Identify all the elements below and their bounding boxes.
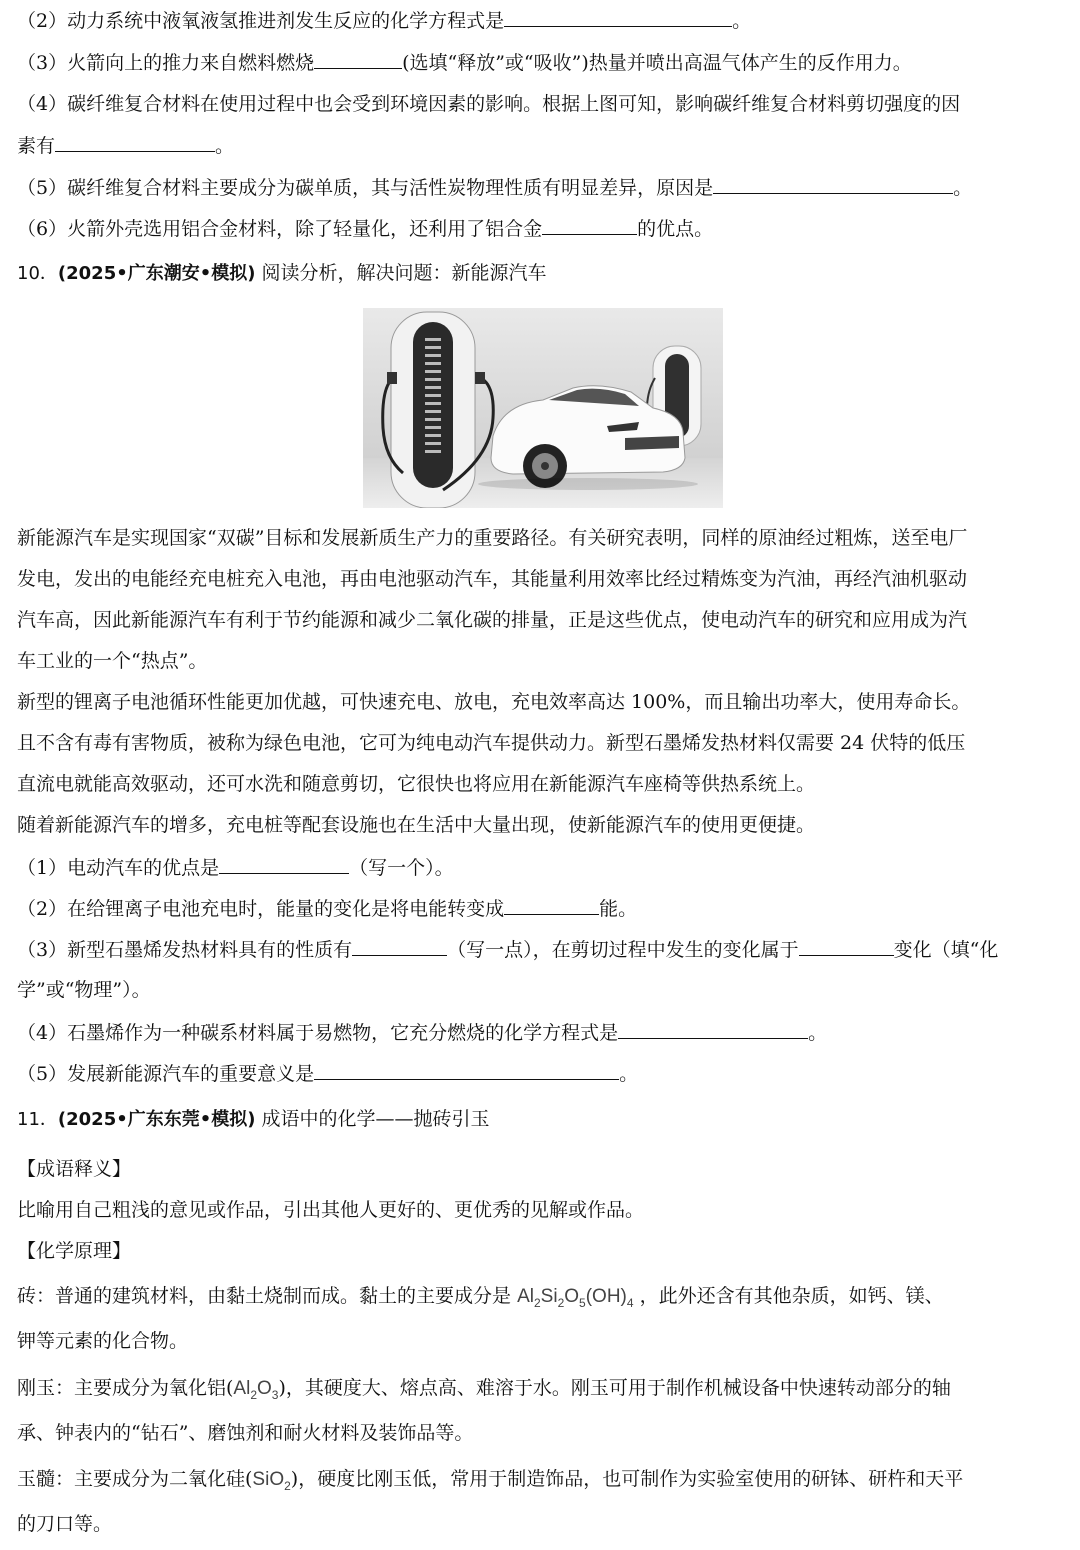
q11-meaning: 比喻用自己粗浅的意见或作品，引出其他人更好的、更优秀的见解或作品。 [17, 1199, 645, 1221]
q9-sub-4-line1: （4）碳纤维复合材料在使用过程中也会受到环境因素的影响。根据上图可知，影响碳纤维复合材料剪切强度的因 [17, 93, 961, 115]
answer-blank[interactable] [504, 896, 599, 915]
q9-sub-2: （2）动力系统中液氧液氢推进剂发生反应的化学方程式是 。 [17, 10, 752, 32]
q9-sub-4-line2: 素有 。 [17, 135, 235, 157]
q10-heading [17, 261, 547, 286]
answer-blank[interactable] [219, 855, 349, 874]
q9-sub-3: （3）火箭向上的推力来自燃料燃烧 (选填“释放”或“吸收”)热量并喷出高温气体产生的反作用力。 [17, 52, 912, 74]
answer-blank[interactable] [352, 937, 447, 956]
formula-sio2: SiO$_2$ [252, 1469, 291, 1493]
answer-blank[interactable] [314, 1061, 619, 1080]
q11-heading-meaning: 【成语释义】 [17, 1158, 132, 1180]
q10-sub-4: （4）石墨烯作为一种碳系材料属于易燃物，它充分燃烧的化学方程式是 。 [17, 1022, 828, 1044]
q10-para1-line2: 发电，发出的电能经充电桩充入电池，再由电池驱动汽车，其能量利用效率比经过精炼变为汽油，再经汽油机驱动 [17, 568, 968, 590]
q10-para2-line1: 新型的锂离子电池循环性能更加优越，可快速充电、放电，充电效率高达 100%，而且输出功率大，使用寿命长。 [17, 691, 971, 713]
q11-jade-line2: 的刀口等。 [17, 1513, 113, 1535]
q11-brick-line1: 砖：普通的建筑材料，由黏土烧制而成。黏土的主要成分是 $Al_2Si_2O_5(OH)_4$ ，此外还含有其他杂质，如钙、镁、 [17, 1285, 944, 1310]
answer-blank[interactable] [314, 50, 402, 69]
formula-al2o3: $Al_2O_3$ [233, 1378, 279, 1402]
q11-corundum-line2: 承、钟表内的“钻石”、磨蚀剂和耐火材料及装饰品等。 [17, 1422, 474, 1444]
answer-blank[interactable] [55, 133, 215, 152]
q10-sub-3-line1: （3）新型石墨烯发热材料具有的性质有 （写一点），在剪切过程中发生的变化属于 变化（填“化 [17, 939, 999, 961]
q11-heading-principle: 【化学原理】 [17, 1240, 132, 1262]
q10-para1-line3: 汽车高，因此新能源汽车有利于节约能源和减少二氧化碳的排量，正是这些优点，使电动汽车的研究和应用成为汽 [17, 609, 968, 631]
q10-para2-line3: 直流电就能高效驱动，还可水洗和随意剪切，它很快也将应用在新能源汽车座椅等供热系统上。 [17, 773, 816, 795]
q10-para1-line4: 车工业的一个“热点”。 [17, 650, 208, 672]
question-source: (2025•广东东莞•模拟) [57, 1109, 256, 1130]
q9-sub-5: （5）碳纤维复合材料主要成分为碳单质，其与活性炭物理性质有明显差异，原因是 。 [17, 177, 973, 199]
q10-para2-line2: 且不含有毒有害物质，被称为绿色电池，它可为纯电动汽车提供动力。新型石墨烯发热材料仅需要 24 伏特的低压 [17, 732, 966, 754]
answer-blank[interactable] [542, 216, 637, 235]
q10-para1-line1: 新能源汽车是实现国家“双碳”目标和发展新质生产力的重要路径。有关研究表明，同样的原油经过粗炼，送至电厂 [17, 527, 968, 549]
q10-sub-2: （2）在给锂离子电池充电时，能量的变化是将电能转变成 能。 [17, 898, 638, 920]
ev-charging-photo [363, 308, 723, 508]
q11-heading [17, 1107, 490, 1132]
q9-sub-6: （6）火箭外壳选用铝合金材料，除了轻量化，还利用了铝合金 的优点。 [17, 218, 714, 240]
ev-car-illustration [363, 308, 723, 508]
q10-sub-1: （1）电动汽车的优点是 （写一个）。 [17, 857, 454, 879]
question-title: 成语中的化学——抛砖引玉 [261, 1108, 490, 1130]
q11-corundum-line1: 刚玉：主要成分为氧化铝$(Al_2O_3)$，其硬度大、熔点高、难溶于水。刚玉可用于制作机械设备中快速转动部分的轴 [17, 1377, 951, 1402]
question-source: (2025•广东潮安•模拟) [57, 263, 256, 284]
question-number: 10． [17, 263, 58, 284]
formula-clay: $Al_2Si_2O_5(OH)_4$ [517, 1286, 634, 1310]
answer-blank[interactable] [799, 937, 894, 956]
answer-blank[interactable] [504, 8, 732, 27]
q10-sub-3-line2: 学”或“物理”）。 [17, 979, 151, 1001]
q10-sub-5: （5）发展新能源汽车的重要意义是 。 [17, 1063, 639, 1085]
answer-blank[interactable] [713, 175, 953, 194]
question-number: 11． [17, 1109, 58, 1130]
q11-jade-line1: 玉髓：主要成分为二氧化硅(SiO$_2$)，硬度比刚玉低，常用于制造饰品，也可制作为实验室使用的研钵、研杵和天平 [17, 1468, 964, 1493]
answer-blank[interactable] [618, 1020, 808, 1039]
q10-para3: 随着新能源汽车的增多，充电桩等配套设施也在生活中大量出现，使新能源汽车的使用更便捷。 [17, 814, 816, 836]
question-title: 阅读分析，解决问题：新能源汽车 [261, 262, 547, 284]
q11-brick-line2: 钾等元素的化合物。 [17, 1330, 189, 1352]
